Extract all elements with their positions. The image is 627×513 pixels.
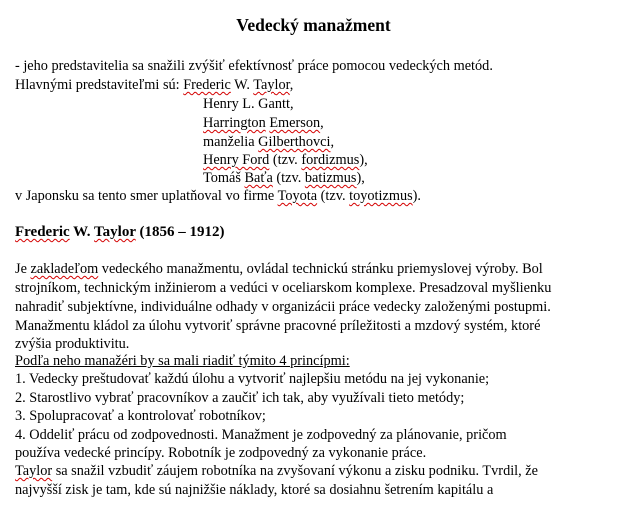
paragraph-1-line-4: Manažmentu kládol za úlohu vytvoriť správne pracovné príležitosti a mzdový systém, ktoré xyxy=(15,318,541,334)
spell-error-word: Frederic xyxy=(183,77,231,93)
text-run: ). xyxy=(412,188,422,204)
document-title: Vedecký manažment xyxy=(236,15,391,35)
text-run: (1856 – 1912) xyxy=(135,224,225,240)
section-heading-taylor xyxy=(15,223,224,241)
text-run: sa snažil vzbudiť záujem robotníka na zvyšovaní výkonu a zisku podniku. Tvrdil, že xyxy=(52,463,538,479)
representative-emerson xyxy=(203,114,324,132)
intro-line-2 xyxy=(15,76,293,94)
spell-error-word: zakladeľom xyxy=(30,261,99,277)
spell-error-word: Baťa xyxy=(244,170,273,186)
text-run: (tzv. xyxy=(272,170,305,186)
principle-2: 2. Starostlivo vybrať pracovníkov a zaučiť ich tak, aby využívali tieto metódy; xyxy=(15,390,465,406)
intro-line-1: - jeho predstavitelia sa snažili zvýšiť efektívnosť práce pomocou vedeckých metód. xyxy=(15,58,493,74)
text-run: v Japonsku sa tento smer uplatňoval vo firme xyxy=(15,188,278,204)
spell-error-word: Frederic xyxy=(15,224,70,240)
representative-bata xyxy=(203,169,365,187)
principle-3: 3. Spolupracovať a kontrolovať robotníkov; xyxy=(15,408,266,424)
spell-error-word: Toyota xyxy=(277,188,318,204)
representative-gilbreth xyxy=(203,133,334,151)
text-run: , xyxy=(330,134,335,150)
principle-4-line-1: 4. Oddeliť prácu od zodpovednosti. Manažment je zodpovedný za plánovanie, pričom xyxy=(15,427,507,443)
representative-gantt: Henry L. Gantt, xyxy=(203,96,294,112)
spell-error-word: Henry Ford xyxy=(203,152,270,168)
principles-heading: Podľa neho manažéri by sa mali riadiť týmito 4 princípmi: xyxy=(15,353,350,369)
text-run: ), xyxy=(356,170,365,186)
representative-ford xyxy=(203,151,368,169)
spell-error-word: Emerson xyxy=(269,115,321,131)
paragraph-2-line-2: najvyšší zisk je tam, kde sú najnižšie náklady, ktoré sa dosiahnu šetrením kapitálu a xyxy=(15,482,494,498)
text-run: , xyxy=(289,77,294,93)
text-run: Tomáš xyxy=(203,170,245,186)
spell-error-word: fordizmus xyxy=(301,152,360,168)
text-run: (tzv. xyxy=(269,152,302,168)
spell-error-word: Gilberthovci xyxy=(258,134,331,150)
text-run: manželia xyxy=(203,134,259,150)
intro-lead: Hlavnými predstaviteľmi sú: xyxy=(15,77,184,93)
text-run: vedeckého manažmentu, ovládal technickú stránku priemyslovej výroby. Bol xyxy=(98,261,543,277)
spell-error-word: batizmus xyxy=(304,170,357,186)
paragraph-1-line-5: zvýšia produktivitu. xyxy=(15,336,130,352)
spell-error-word: toyotizmus xyxy=(349,188,413,204)
text-run: W. xyxy=(230,77,254,93)
text-run: ), xyxy=(359,152,368,168)
text-run: Je xyxy=(15,261,31,277)
principle-4-line-2: používa vedecké princípy. Robotník je zodpovedný za vykonanie práce. xyxy=(15,445,427,461)
text-run: (tzv. xyxy=(317,188,350,204)
spell-error-word: Harrington xyxy=(203,115,266,131)
principle-1: 1. Vedecky preštudovať každú úlohu a vytvoriť najlepšiu metódu na jej vykonanie; xyxy=(15,371,490,387)
spell-error-word: Taylor xyxy=(253,77,290,93)
paragraph-1-line-2: strojníkom, technickým inžinierom a vedúci v oceliarskom komplexe. Presadzoval myšlienku xyxy=(15,280,552,296)
paragraph-2-line-1 xyxy=(15,462,538,480)
text-run: W. xyxy=(69,224,95,240)
text-run: , xyxy=(320,115,324,131)
paragraph-1-line-3: nahradiť subjektívne, individuálne odhady v organizácii práce vedecky založenými postupmi. xyxy=(15,299,551,315)
intro-line-toyota xyxy=(15,187,421,205)
paragraph-1-line-1 xyxy=(15,260,543,278)
spell-error-word: Taylor xyxy=(94,224,136,240)
spell-error-word: Taylor xyxy=(15,463,53,479)
